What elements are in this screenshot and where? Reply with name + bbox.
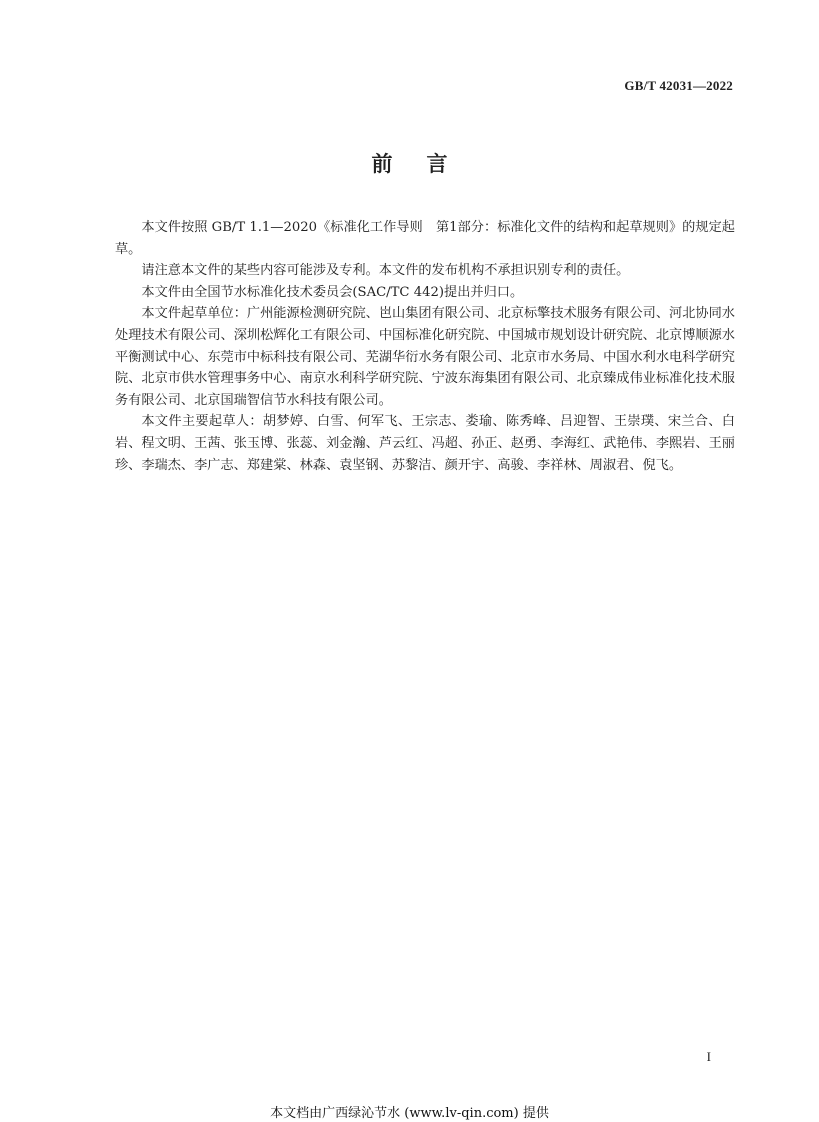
paragraph-patent-notice: 请注意本文件的某些内容可能涉及专利。本文件的发布机构不承担识别专利的责任。 bbox=[141, 263, 630, 279]
footer-provider-note: 本文档由广西绿沁节水 (www.lv-qin.com) 提供 bbox=[270, 1106, 549, 1121]
document-body bbox=[115, 217, 735, 476]
page-number: I bbox=[706, 1049, 711, 1064]
paragraph-drafters: 本文件主要起草人：胡梦婷、白雪、何军飞、王宗志、娄瑜、陈秀峰、吕迎智、王崇璞、宋兰合、白岩、程文明、王茜、张玉博、张蕊、刘金瀚、芦云红、冯超、孙正、赵勇、李海红、武艳伟、李熙岩、王丽珍、李瑞杰、李广志、郑建棠、林森、袁坚钢、苏黎洁、颜开宇、高骏、李祥林、周淑君、倪飞。 bbox=[115, 414, 735, 473]
page-title: 前言 bbox=[371, 152, 482, 176]
paragraph-drafting-units: 本文件起草单位：广州能源检测研究院、岜山集团有限公司、北京标擎技术服务有限公司、河北协同水处理技术有限公司、深圳松辉化工有限公司、中国标准化研究院、中国城市规划设计研究院、北京博顺源水平衡测试中心、东莞市中标科技有限公司、芜湖华衍水务有限公司、北京市水务局、中国水利水电科学研究院、北京市供水管理事务中心、南京水利科学研究院、宁波东海集团有限公司、北京臻成伟业标准化技术服务有限公司、北京国瑞智信节水科技有限公司。 bbox=[115, 306, 735, 408]
standard-number: GB/T 42031—2022 bbox=[624, 78, 733, 93]
paragraph-proposer: 本文件由全国节水标准化技术委员会(SAC/TC 442)提出并归口。 bbox=[141, 284, 524, 300]
paragraph-drafting-rules: 本文件按照 GB/T 1.1—2020《标准化工作导则 第1部分：标准化文件的结构和起草规则》的规定起草。 bbox=[115, 220, 735, 257]
